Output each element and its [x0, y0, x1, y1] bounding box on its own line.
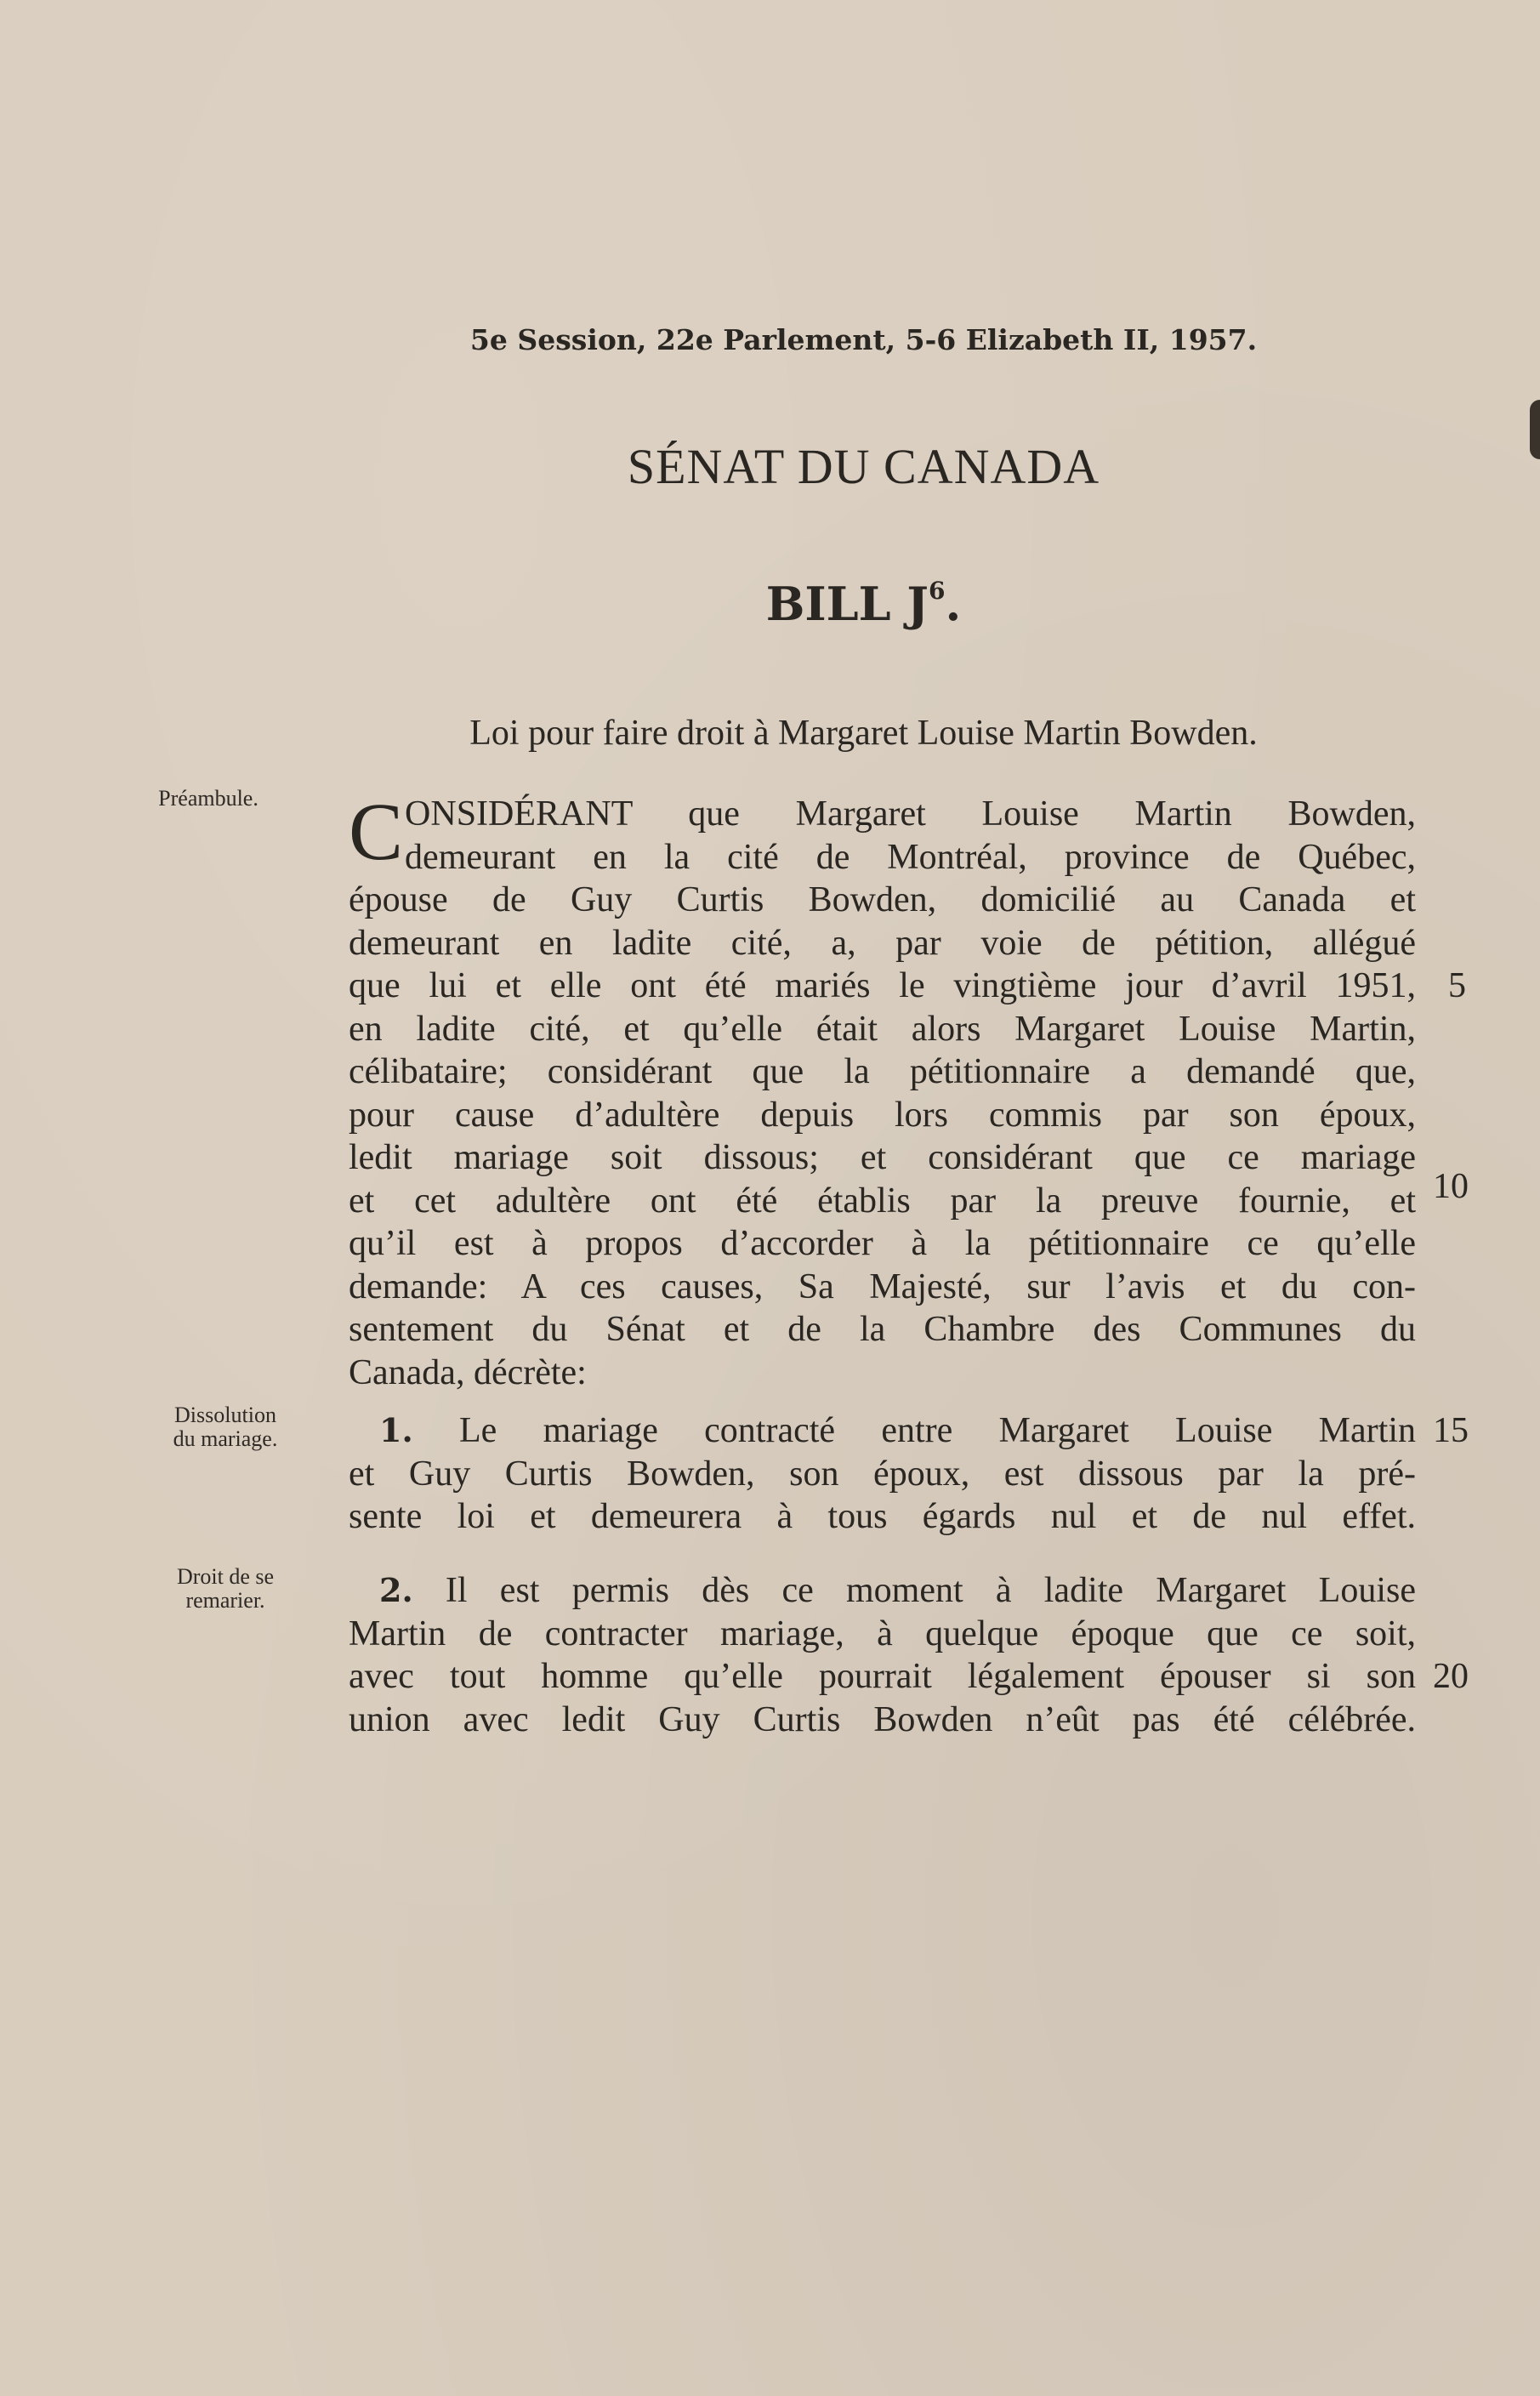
chamber-title: SÉNAT DU CANADA: [627, 439, 1100, 494]
bill-main: BILL J: [765, 577, 929, 631]
preamble-line: qu’il est à propos d’accorder à la pétitionnaire ce qu’elle: [349, 1224, 1416, 1263]
dropcap-letter: C: [349, 786, 404, 877]
section-2: [349, 1569, 1416, 1741]
section-2-line: [349, 1569, 1416, 1613]
preamble-line: célibataire; considérant que la pétitionnaire a demandé que,: [349, 1052, 1416, 1091]
section-1-line: sente loi et demeurera à tous égards nul et de nul effet.: [349, 1497, 1416, 1536]
section-2-line-text: Il est permis dès ce moment à ladite Margaret Louise: [412, 1571, 1416, 1610]
preamble-line: épouse de Guy Curtis Bowden, domicilié au Canada et: [349, 880, 1416, 919]
section-1: [349, 1409, 1416, 1539]
section-1-line: [349, 1409, 1416, 1453]
preamble-line: pour cause d’adultère depuis lors commis par son époux,: [349, 1095, 1416, 1135]
preamble-line: demeurant en la cité de Montréal, province de Québec,: [405, 837, 1416, 877]
margin-remarry-line1: Droit de se: [176, 1564, 275, 1589]
margin-note-preamble: [111, 787, 306, 811]
bill-superscript: 6: [928, 577, 946, 605]
line-number-10: 10: [1433, 1167, 1469, 1206]
section-2-number: 2.: [379, 1571, 413, 1609]
line-number-15: 15: [1433, 1411, 1469, 1450]
preamble-line: ONSIDÉRANT que Margaret Louise Martin Bowden,: [405, 794, 1416, 834]
preamble-line: que lui et elle ont été mariés le vingtième jour d’avril 1951,: [349, 966, 1416, 1005]
line-number-5: 5: [1448, 966, 1466, 1005]
margin-note-remarry: [128, 1565, 323, 1613]
section-2-line: Martin de contracter mariage, à quelque époque que ce soit,: [349, 1613, 1416, 1653]
preamble-line: demande: A ces causes, Sa Majesté, sur l’avis et du con-: [349, 1266, 1416, 1306]
bill-period: .: [945, 577, 962, 631]
preamble-line: demeurant en ladite cité, a, par voie de pétition, allégué: [349, 923, 1416, 963]
section-1-line: et Guy Curtis Bowden, son époux, est dissous par la pré-: [349, 1454, 1416, 1494]
margin-preamble-text: Préambule.: [158, 786, 259, 811]
section-2-line: union avec ledit Guy Curtis Bowden n’eût pas été célébrée.: [349, 1699, 1416, 1739]
preamble-line: Canada, décrète:: [349, 1352, 587, 1392]
margin-dissolution-line1: Dissolution: [174, 1403, 276, 1427]
preamble-line: et cet adultère ont été établis par la preuve fournie, et: [349, 1181, 1416, 1221]
line-number-20: 20: [1433, 1657, 1469, 1696]
section-2-line: avec tout homme qu’elle pourrait légalement épouser si son: [349, 1657, 1416, 1696]
section-1-line-text: Le mariage contracté entre Margaret Louise Martin: [412, 1411, 1416, 1450]
preamble-line: en ladite cité, et qu’elle était alors Margaret Louise Martin,: [349, 1009, 1416, 1049]
bill-title: [0, 577, 1540, 631]
bill-short-title: Loi pour faire droit à Margaret Louise Martin Bowden.: [469, 714, 1258, 753]
margin-remarry-line2: remarier.: [185, 1588, 265, 1613]
margin-dissolution-line2: du mariage.: [173, 1426, 278, 1451]
preamble-line: ledit mariage soit dissous; et considérant que ce mariage: [349, 1138, 1416, 1177]
preamble-line: sentement du Sénat et de la Chambre des Communes du: [349, 1310, 1416, 1349]
section-1-number: 1.: [379, 1411, 413, 1449]
preamble-paragraph: [349, 786, 1416, 1394]
margin-note-dissolution: [128, 1403, 323, 1451]
session-header: 5e Session, 22e Parlement, 5-6 Elizabeth II, 1957.: [469, 323, 1258, 356]
